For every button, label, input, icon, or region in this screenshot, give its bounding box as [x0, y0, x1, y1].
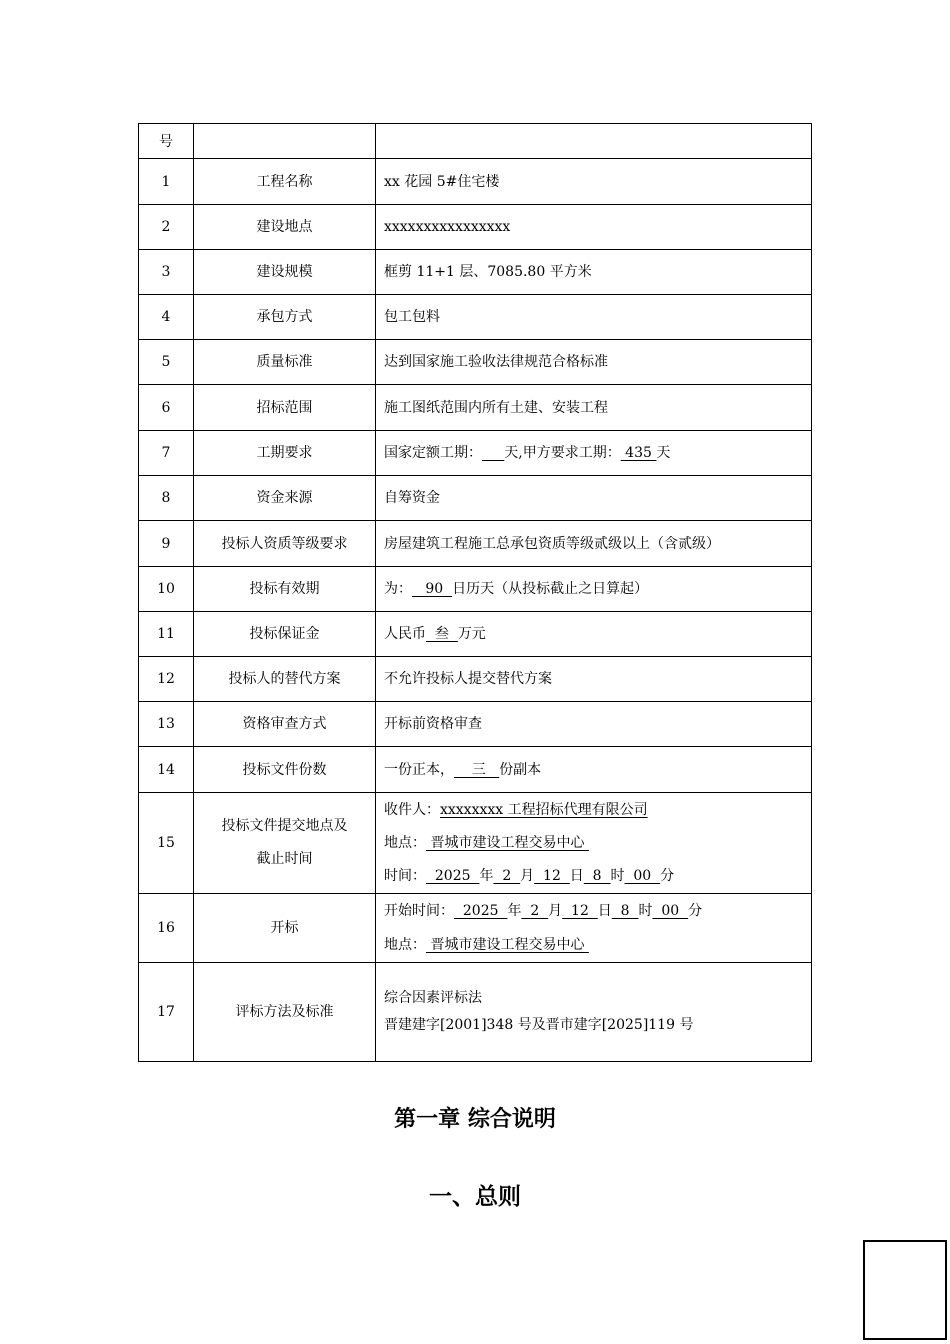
row-content-validity: 为： 90 日历天（从投标截止之日算起）	[376, 567, 812, 612]
row-item: 投标文件提交地点及 截止时间	[194, 793, 376, 894]
table-row	[139, 205, 812, 250]
section-title: 一、总则	[429, 1184, 521, 1210]
row-number: 14	[139, 747, 194, 793]
place-line: 地点： 晋城市建设工程交易中心	[384, 834, 589, 851]
row-number: 10	[139, 567, 194, 612]
row-item: 建设地点	[194, 205, 376, 250]
row-item: 投标保证金	[194, 612, 376, 657]
blank-field	[482, 445, 504, 461]
row-number: 4	[139, 295, 194, 340]
copies-field: 三	[454, 761, 500, 778]
row-number: 9	[139, 521, 194, 567]
recipient-field: xxxxxxxx 工程招标代理有限公司	[440, 801, 648, 818]
deadline-line: 时间： 2025 年 2 月 12 日 8 时 00 分	[384, 867, 675, 884]
row-content: 开标前资格审查	[376, 702, 812, 747]
recipient-line: 收件人：xxxxxxxx 工程招标代理有限公司	[384, 801, 648, 818]
row-content-copies: 一份正本， 三 份副本	[376, 747, 812, 793]
table-row	[139, 793, 812, 894]
table-row	[139, 340, 812, 385]
table-row	[139, 894, 812, 963]
validity-days-field: 90	[412, 581, 453, 597]
table-row	[139, 567, 812, 612]
row-item: 质量标准	[194, 340, 376, 385]
row-item: 开标	[194, 894, 376, 963]
table-row	[139, 747, 812, 793]
table-row	[139, 521, 812, 567]
row-number: 17	[139, 963, 194, 1062]
row-number: 8	[139, 476, 194, 521]
row-item: 投标人资质等级要求	[194, 521, 376, 567]
row-item: 资格审查方式	[194, 702, 376, 747]
row-number: 6	[139, 385, 194, 431]
row-number: 13	[139, 702, 194, 747]
row-number: 5	[139, 340, 194, 385]
row-number: 15	[139, 793, 194, 894]
table-row	[139, 431, 812, 476]
table-row	[139, 476, 812, 521]
row-content-submission	[376, 793, 812, 894]
row-item: 评标方法及标准	[194, 963, 376, 1062]
table-row	[139, 295, 812, 340]
row-item: 投标文件份数	[194, 747, 376, 793]
table-row	[139, 385, 812, 431]
table-row	[139, 702, 812, 747]
row-number: 16	[139, 894, 194, 963]
row-number: 1	[139, 159, 194, 205]
row-number: 2	[139, 205, 194, 250]
table-row	[139, 657, 812, 702]
row-item: 工期要求	[194, 431, 376, 476]
row-content: xxxxxxxxxxxxxxxx	[376, 205, 812, 250]
row-item: 投标有效期	[194, 567, 376, 612]
table-row	[139, 963, 812, 1062]
row-item: 建设规模	[194, 250, 376, 295]
bid-info-table	[138, 123, 812, 1062]
days-field: 435	[620, 445, 657, 461]
row-item: 承包方式	[194, 295, 376, 340]
row-content-evaluation: 综合因素评标法 晋建建字[2001]348 号及晋市建字[2025]119 号	[376, 963, 812, 1062]
opening-place-field: 晋城市建设工程交易中心	[426, 937, 589, 953]
row-item: 投标人的替代方案	[194, 657, 376, 702]
row-content: 房屋建筑工程施工总承包资质等级贰级以上（含贰级）	[376, 521, 812, 567]
deposit-amount-field: 叁	[426, 626, 458, 642]
row-number: 12	[139, 657, 194, 702]
row-content: 达到国家施工验收法律规范合格标准	[376, 340, 812, 385]
row-content: 不允许投标人提交替代方案	[376, 657, 812, 702]
corner-box	[863, 1240, 947, 1340]
opening-time-line: 开始时间： 2025 年 2 月 12 日 8 时 00 分	[384, 903, 703, 919]
row-item: 招标范围	[194, 385, 376, 431]
row-number: 7	[139, 431, 194, 476]
place-field: 晋城市建设工程交易中心	[426, 834, 589, 851]
row-item: 资金来源	[194, 476, 376, 521]
row-content-opening	[376, 894, 812, 963]
opening-place-line: 地点： 晋城市建设工程交易中心	[384, 937, 589, 953]
chapter-title: 第一章 综合说明	[394, 1107, 556, 1132]
row-item: 工程名称	[194, 159, 376, 205]
row-content-deposit: 人民币 叁 万元	[376, 612, 812, 657]
table-row	[139, 124, 812, 159]
table-row	[139, 159, 812, 205]
row-number: 11	[139, 612, 194, 657]
row-number: 3	[139, 250, 194, 295]
row-content: 施工图纸范围内所有土建、安装工程	[376, 385, 812, 431]
row-content: 框剪 11+1 层、7085.80 平方米	[376, 250, 812, 295]
row-content: 包工包料	[376, 295, 812, 340]
table-row	[139, 612, 812, 657]
row-content: 自筹资金	[376, 476, 812, 521]
row-content-schedule: 国家定额工期： 天,甲方要求工期： 435 天	[376, 431, 812, 476]
row-content: xx 花园 5#住宅楼	[376, 159, 812, 205]
table-row	[139, 250, 812, 295]
row-number-header: 号	[139, 124, 194, 159]
